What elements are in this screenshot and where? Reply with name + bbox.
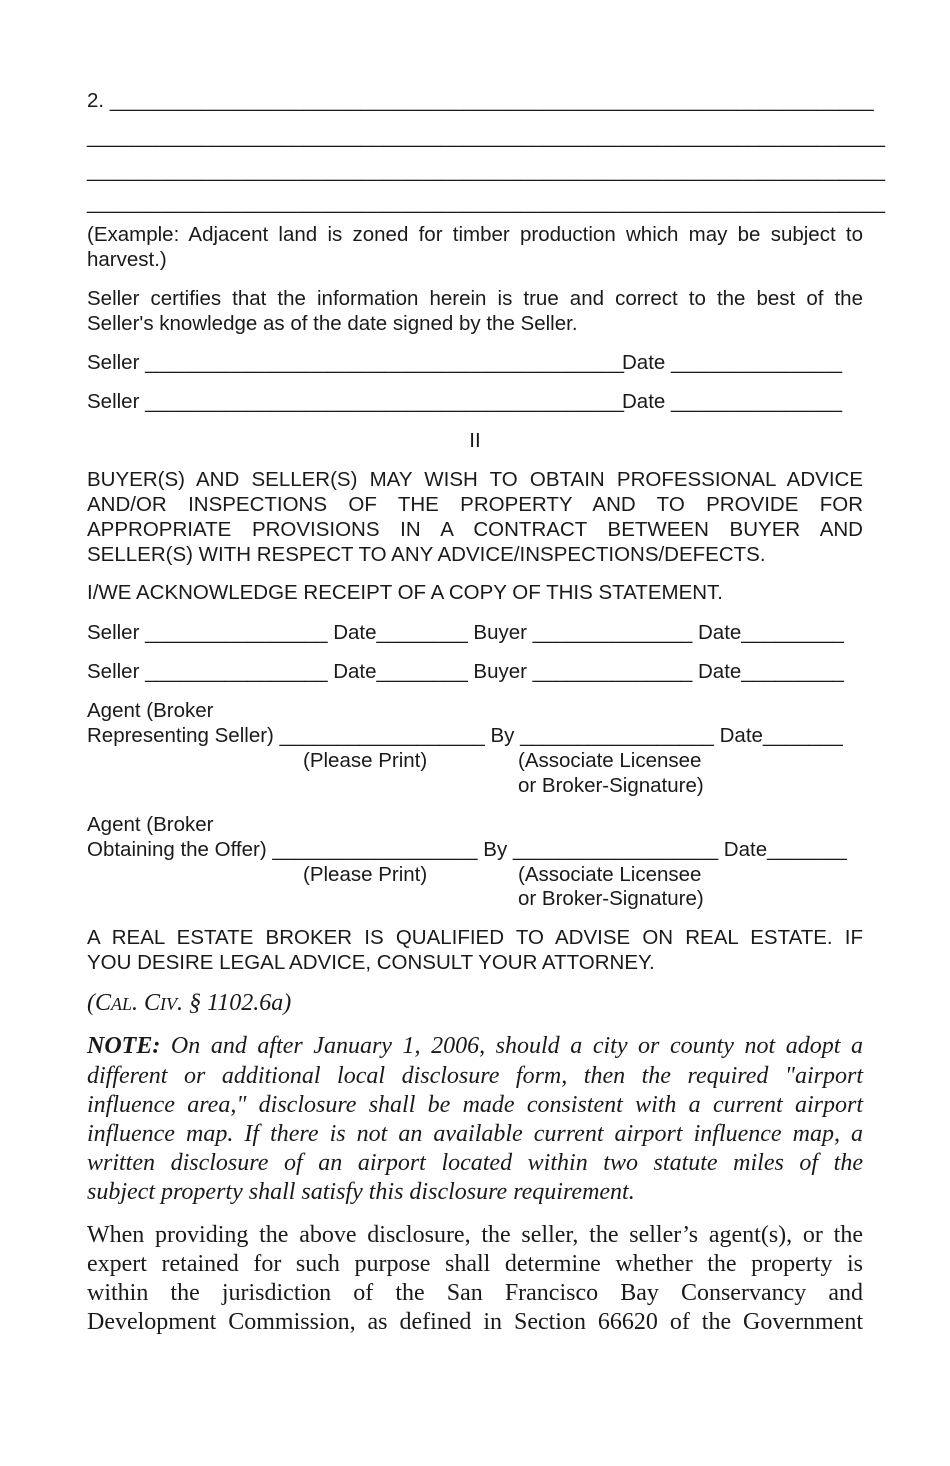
advice-line: APPROPRIATE PROVISIONS IN A CONTRACT BETWEEN BUYER AND [87, 518, 863, 541]
note-line: written disclosure of an airport located within two statute miles of the [87, 1150, 863, 1176]
example-line: harvest.) [87, 248, 167, 271]
certification-line: Seller certifies that the information herein is true and correct to the best of the [87, 287, 863, 310]
blank-line: ______________________________________________________________________ [87, 125, 886, 148]
date-blank: _______________ [671, 390, 843, 413]
agent-label: Agent (Broker [87, 813, 214, 836]
signature-note: or Broker-Signature) [518, 887, 704, 910]
citation-part: . § 1102.6a) [177, 990, 292, 1016]
date-blank: _______________ [671, 351, 843, 374]
item-number: 2. [87, 89, 105, 112]
note-text: On and after January 1, 2006, should a city or county not adopt a [170, 1033, 863, 1059]
print-note: (Please Print) [303, 863, 428, 886]
note-line: subject property shall satisfy this disclosure requirement. [87, 1179, 635, 1205]
signature-note: (Associate Licensee [518, 749, 702, 772]
signature-note: or Broker-Signature) [518, 774, 704, 797]
citation-part: (C [87, 990, 111, 1016]
certification-line: Seller's knowledge as of the date signed by the Seller. [87, 312, 578, 335]
citation [87, 989, 291, 1019]
note-line: influence area," disclosure shall be made consistent with a current airport [87, 1092, 863, 1118]
agent-signature-row: Obtaining the Offer) __________________ By __________________ Date_______ [87, 838, 847, 861]
seller-signature-line [87, 350, 624, 375]
blank-line: ______________________________________________________________________ [87, 191, 886, 214]
blank-line: ___________________________________________________________________ [109, 89, 874, 112]
buyer-seller-signature-row: Seller ________________ Date________ Buyer ______________ Date_________ [87, 621, 844, 644]
agent-label: Agent (Broker [87, 699, 214, 722]
seller-label: Seller [87, 351, 140, 374]
advice-line: BUYER(S) AND SELLER(S) MAY WISH TO OBTAIN PROFESSIONAL ADVICE [87, 468, 863, 491]
blank-line: ______________________________________________________________________ [87, 159, 886, 182]
signature-blank: __________________________________________ [145, 351, 624, 374]
date-label: Date [622, 390, 666, 413]
signature-note: (Associate Licensee [518, 863, 702, 886]
final-paragraph-line: When providing the above disclosure, the seller, the seller’s agent(s), or the [87, 1222, 863, 1248]
broker-notice-line: A REAL ESTATE BROKER IS QUALIFIED TO ADVISE ON REAL ESTATE. IF [87, 926, 863, 949]
note-label: NOTE: [87, 1033, 161, 1059]
buyer-seller-signature-row: Seller ________________ Date________ Buyer ______________ Date_________ [87, 660, 844, 683]
section-numeral: II [469, 429, 481, 452]
note-line: different or additional local disclosure form, then the required "airport [87, 1063, 863, 1089]
seller-label: Seller [87, 390, 140, 413]
date-label: Date [622, 351, 666, 374]
advice-line: AND/OR INSPECTIONS OF THE PROPERTY AND TO PROVIDE FOR [87, 493, 863, 516]
final-paragraph-line: Development Commission, as defined in Section 66620 of the Government [87, 1309, 863, 1335]
note-line: influence map. If there is not an available current airport influence map, a [87, 1121, 863, 1147]
broker-notice-line: YOU DESIRE LEGAL ADVICE, CONSULT YOUR ATTORNEY. [87, 951, 655, 974]
seller-signature-line [87, 389, 624, 414]
example-line: (Example: Adjacent land is zoned for timber production which may be subject to [87, 223, 863, 246]
citation-part: . C [132, 990, 161, 1016]
acknowledge-statement: I/WE ACKNOWLEDGE RECEIPT OF A COPY OF THIS STATEMENT. [87, 581, 723, 604]
seller-date [622, 350, 842, 375]
final-paragraph-line: expert retained for such purpose shall determine whether the property is [87, 1251, 863, 1277]
citation-part: AL [111, 994, 133, 1014]
agent-signature-row: Representing Seller) __________________ By _________________ Date_______ [87, 724, 843, 747]
final-paragraph-line: within the jurisdiction of the San Francisco Bay Conservancy and [87, 1280, 863, 1306]
citation-part: IV [160, 994, 178, 1014]
item-2-line [87, 88, 874, 113]
advice-line: SELLER(S) WITH RESPECT TO ANY ADVICE/INSPECTIONS/DEFECTS. [87, 543, 766, 566]
seller-date [622, 389, 842, 414]
signature-blank: __________________________________________ [145, 390, 624, 413]
note-line [87, 1032, 863, 1061]
print-note: (Please Print) [303, 749, 428, 772]
